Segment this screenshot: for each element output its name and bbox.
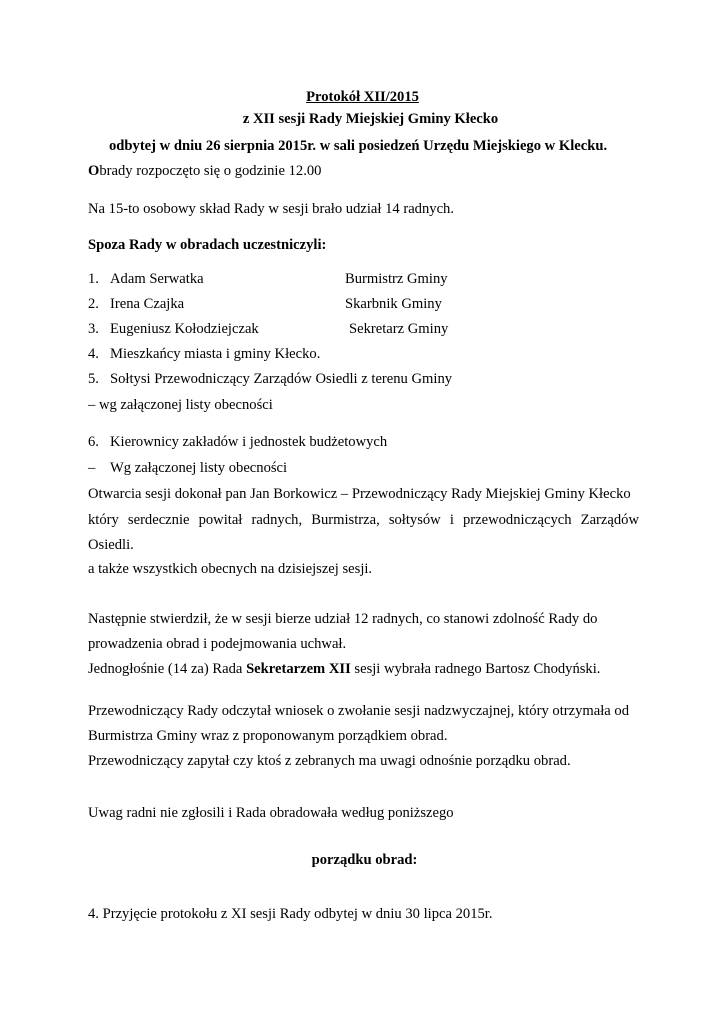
quorum-line: prowadzenia obrad i podejmowania uchwał. [88,636,347,652]
secretary-post: sesji wybrała radnego Bartosz Chodyński. [350,661,601,677]
session-details: odbytej w dniu 26 sierpnia 2015r. w sali posiedzeń Urzędu Miejskiego w Klecku. [109,138,608,154]
motion-line: Przewodniczący zapytał czy ktoś z zebranych ma uwagi odnośnie porządku obrad. [88,753,571,769]
guest-name: Mieszkańcy miasta i gminy Kłecko. [110,346,321,362]
guests-heading: Spoza Rady w obradach uczestniczyli: [88,237,327,253]
start-initial: O [88,163,100,179]
guest-role: Sekretarz Gminy [349,321,449,337]
list-number: 1. [88,271,99,287]
opening-line: Otwarcia sesji dokonał pan Jan Borkowicz – Przewodniczący Rady Miejskiej Gminy Kłecko [88,486,631,502]
protocol-title: Protokół XII/2015 [306,89,419,105]
session-subtitle: z XII sesji Rady Miejskiej Gminy Kłecko [242,111,499,127]
guest-name: Sołtysi Przewodniczący Zarządów Osiedli z terenu Gminy [110,371,453,387]
opening-line: który serdecznie powitał radnych, Burmistrza, sołtysów i przewodniczących Zarządów [88,512,639,528]
list-note: – wg załączonej listy obecności [88,397,273,413]
list-number: 5. [88,371,99,387]
guest-role: Burmistrz Gminy [345,271,448,287]
opening-line: a także wszystkich obecnych na dzisiejszej sesji. [88,561,373,577]
list-number: 6. [88,434,99,450]
list-item [88,320,99,338]
guest-role: Skarbnik Gminy [345,296,442,312]
list-item [88,270,99,288]
secretary-pre: Jednogłośnie (14 za) Rada [88,661,247,677]
list-number: 4. [88,346,99,362]
list-item [88,345,99,363]
agenda-item: 4. Przyjęcie protokołu z XI sesji Rady odbytej w dniu 30 lipca 2015r. [88,906,493,922]
agenda-heading: porządku obrad: [311,852,418,868]
motion-line: Przewodniczący Rady odczytał wniosek o zwołanie sesji nadzwyczajnej, który otrzymała od [88,703,629,719]
guest-name: Adam Serwatka [110,271,204,287]
motion-line: Uwag radni nie zgłosili i Rada obradowała według poniższego [88,805,454,821]
guest-name: Irena Czajka [110,296,185,312]
opening-line: Osiedli. [88,537,134,553]
motion-line: Burmistrza Gminy wraz z proponowanym porządkiem obrad. [88,728,448,744]
list-item [88,370,99,388]
guest-name: Eugeniusz Kołodziejczak [110,321,259,337]
start-time-line [88,162,321,180]
secretary-line [88,660,600,678]
start-time-text: brady rozpoczęto się o godzinie 12.00 [99,163,322,179]
dash-bullet: – [88,460,96,476]
list-number: 2. [88,296,99,312]
quorum-line: Następnie stwierdził, że w sesji bierze udział 12 radnych, co stanowi zdolność Rady do [88,611,598,627]
guest-name: Kierownicy zakładów i jednostek budżetowych [110,434,388,450]
attendance-line: Na 15-to osobowy skład Rady w sesji brało udział 14 radnych. [88,201,454,217]
secretary-bold: Sekretarzem XII [246,661,351,677]
list-item [88,295,99,313]
list-note: Wg załączonej listy obecności [110,460,288,476]
list-number: 3. [88,321,99,337]
